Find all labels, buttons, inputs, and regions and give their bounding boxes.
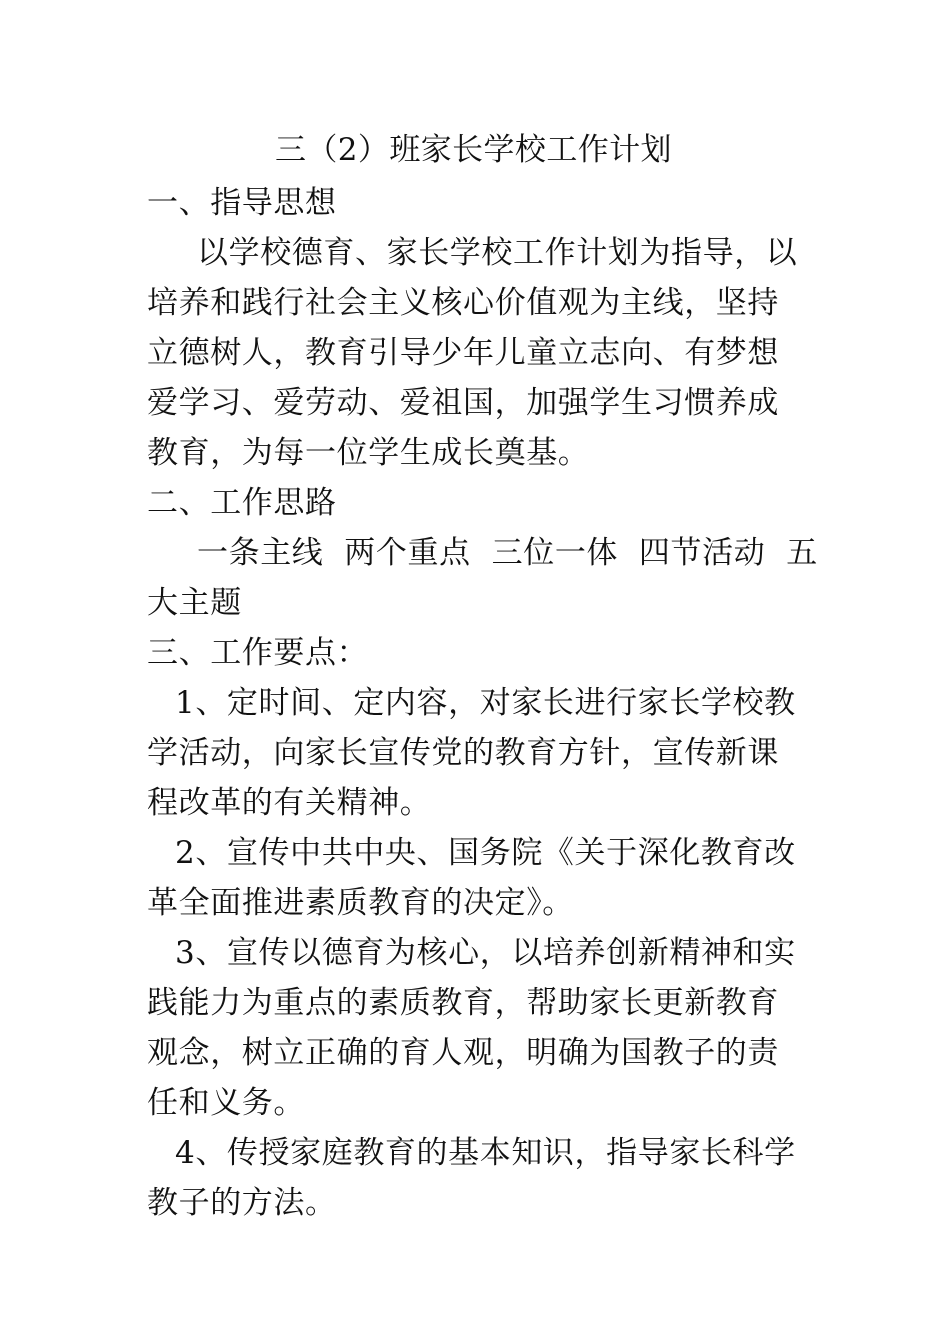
list-item-3-line: 观念，树立正确的育人观，明确为国教子的责	[147, 1035, 779, 1071]
paragraph-line: 大主题	[147, 585, 242, 621]
list-item-3-line: 3、宣传以德育为核心，以培养创新精神和实	[175, 935, 796, 971]
list-item-3-line: 践能力为重点的素质教育，帮助家长更新教育	[147, 985, 779, 1021]
section-heading-work-approach: 二、工作思路	[147, 485, 337, 521]
document-title: 三（2）班家长学校工作计划	[275, 132, 672, 168]
list-item-4-line: 教子的方法。	[147, 1185, 337, 1221]
section-heading-guiding-ideology: 一、指导思想	[147, 185, 337, 221]
list-item-4-line: 4、传授家庭教育的基本知识，指导家长科学	[175, 1135, 796, 1171]
list-item-2-line: 革全面推进素质教育的决定》。	[147, 885, 574, 921]
list-item-2-line: 2、宣传中共中央、国务院《关于深化教育改	[175, 835, 796, 871]
list-item-3-line: 任和义务。	[147, 1085, 305, 1121]
section-heading-work-points: 三、工作要点：	[147, 635, 369, 671]
paragraph-line: 爱学习、爱劳动、爱祖国，加强学生习惯养成	[147, 385, 779, 421]
paragraph-line: 培养和践行社会主义核心价值观为主线，坚持	[147, 285, 779, 321]
paragraph-line: 立德树人，教育引导少年儿童立志向、有梦想	[147, 335, 779, 371]
paragraph-line: 一条主线 两个重点 三位一体 四节活动 五	[197, 535, 818, 571]
paragraph-line: 教育，为每一位学生成长奠基。	[147, 435, 590, 471]
paragraph-line: 以学校德育、家长学校工作计划为指导，以	[197, 235, 798, 271]
list-item-1-line: 学活动，向家长宣传党的教育方针，宣传新课	[147, 735, 779, 771]
list-item-1-line: 程改革的有关精神。	[147, 785, 432, 821]
list-item-1-line: 1、定时间、定内容，对家长进行家长学校教	[175, 685, 796, 721]
